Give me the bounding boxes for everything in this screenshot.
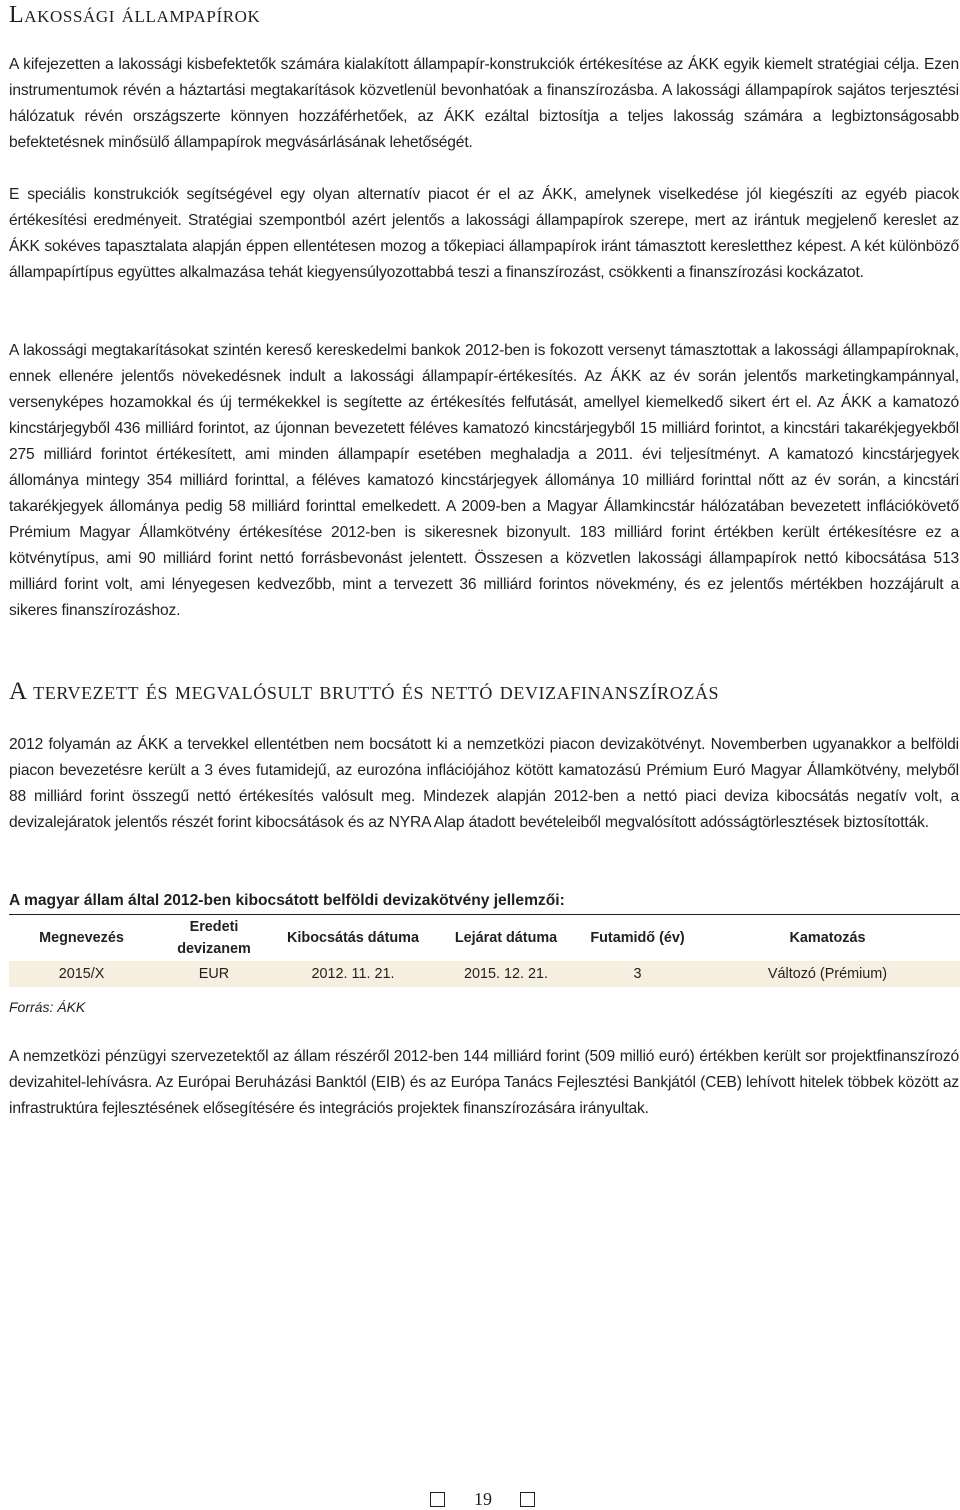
section-heading-fx-financing: A tervezett és megvalósult bruttó és nettó devizafinanszírozás [9, 678, 720, 705]
paragraph: A lakossági megtakarításokat szintén kereső kereskedelmi bankok 2012-ben is fokozott versenyt támasztottak a lakossági állampapíroknak, ennek ellenére jelentős növekedésnek indult a lakossági állampapír-értékesítés. Az ÁKK az év során jelentős marketingkampánnyal, versenyképes hozamokkal és új termékekkel is segítette az értékesítés felfutását, amellyel kiemelkedő sikert ért el. Az ÁKK a kamatozó kincstárjegyből 436 milliárd forintot, az újonnan bevezetett féléves kamatozó kincstárjegyből 15 milliárd forintot, a kincstári takarékjegyekből 275 milliárd forintot értékesített, ami minden állampapír esetében meghaladja a 2011. évi teljesítményt. A kamatozó kincstárjegyek állománya mintegy 354 milliárd forinttal, a féléves kamatozó kincstárjegyek állománya 10 milliárd forinttal nőtt az év során, a kincstári takarékjegyek állománya pedig 58 milliárd forinttal emelkedett. A 2009-ben a Magyar Államkincstár hálózatában bevezetett inflációkövető Prémium Magyar Államkötvény értékesítése 2012-ben is sikeresnek bizonyult. 183 milliárd forint értékben került értékesítésre ez a kötvénytípus, ami 90 milliárd forint nettó forrásbevonást jelentett. Összesen a közvetlen lakossági állampapírok nettó kibocsátása 513 milliárd forint volt, ami lényegesen kedvezőbb, mint a tervezett 36 milliárd forintos növekmény, és ez jelentős mértékben hozzájárult a sikeres finanszírozáshoz. [9, 342, 959, 619]
table-cell: EUR [154, 961, 274, 987]
table-cell: Változó (Prémium) [695, 961, 960, 987]
paragraph: A kifejezetten a lakossági kisbefektetők számára kialakított állampapír-konstrukciók értékesítése az ÁKK egyik kiemelt stratégiai célja. Ezen instrumentumok révén a háztartási megtakarítások közvetlenül bevonhatóak a finanszírozásba. A lakossági állampapírok sajátos terjesztési hálózatuk révén országszerte könnyen hozzáférhetőek, az ÁKK ezáltal biztosítja a teljes lakosság számára a legbiztonságosabb befektetésnek minősülő állampapírok megvásárlásának lehetőségét. [9, 56, 959, 151]
table-source: Forrás: ÁKK [9, 999, 86, 1015]
column-header: Megnevezés [39, 930, 124, 946]
paragraph: A nemzetközi pénzügyi szervezetektől az állam részéről 2012-ben 144 milliárd forint (509 millió euró) értékben került sor projektfinanszírozó devizahitel-lehívásra. Az Európai Beruházási Banktól (EIB) és az Európa Tanács Fejlesztési Bankjától (CEB) lehívott hitelek többek között az infrastruktúra fejlesztésének elősegítésére és integrációs projektek finanszírozására irányultak. [9, 1048, 959, 1117]
table-row [9, 961, 960, 987]
square-ornament-icon [520, 1492, 535, 1507]
table-caption: A magyar állam által 2012-ben kibocsátott belföldi devizakötvény jellemzői: [9, 892, 565, 909]
column-header: Eredeti devizanem [177, 919, 251, 957]
paragraph: E speciális konstrukciók segítségével egy olyan alternatív piacot ér el az ÁKK, amelynek viselkedése jól kiegészíti az egyéb piacok értékesítési eredményeit. Stratégiai szempontból azért jelentős a lakossági állampapírok szerepe, mert az irántuk megjelenő kereslet az ÁKK sokéves tapasztalata alapján éppen ellentétesen mozog a tőkepiaci állampapírok iránt támasztott keresletthez képest. A két különböző állampapírtípus együttes alkalmazása tehát kiegyensúlyozottabbá teszi a finanszírozást, csökkenti a finanszírozási kockázatot. [9, 186, 959, 281]
page-footer [430, 1488, 540, 1510]
fx-bond-table [9, 914, 960, 987]
table-cell: 2015/X [9, 961, 154, 987]
table-header-row [9, 915, 960, 962]
column-header: Lejárat dátuma [454, 930, 558, 946]
table-cell: 2012. 11. 21. [274, 961, 432, 987]
section-heading-retail-securities: Lakossági állampapírok [9, 2, 261, 28]
page-number: 19 [474, 1489, 492, 1509]
paragraph: 2012 folyamán az ÁKK a tervekkel ellentétben nem bocsátott ki a nemzetközi piacon devizakötvényt. Novemberben ugyanakkor a belföldi piacon bevezetésre került a 3 éves futamidejű, az eurozóna inflációjához kötött kamatozású Prémium Euró Magyar Államkötvény, melyből 88 milliárd forint összegű nettó értékesítés valósult meg. Mindezek alapján 2012-ben a nettó piaci deviza kibocsátás negatív volt, a devizalejáratok jelentős részét forint kibocsátások és az NYRA Alap átadott bevételeiből megvalósított adósságtörlesztések biztosították. [9, 736, 959, 831]
column-header: Futamidő (év) [590, 930, 685, 946]
square-ornament-icon [430, 1492, 445, 1507]
table-cell: 2015. 12. 21. [432, 961, 580, 987]
column-header: Kibocsátás dátuma [287, 930, 419, 946]
column-header: Kamatozás [789, 930, 866, 946]
table-cell: 3 [580, 961, 695, 987]
